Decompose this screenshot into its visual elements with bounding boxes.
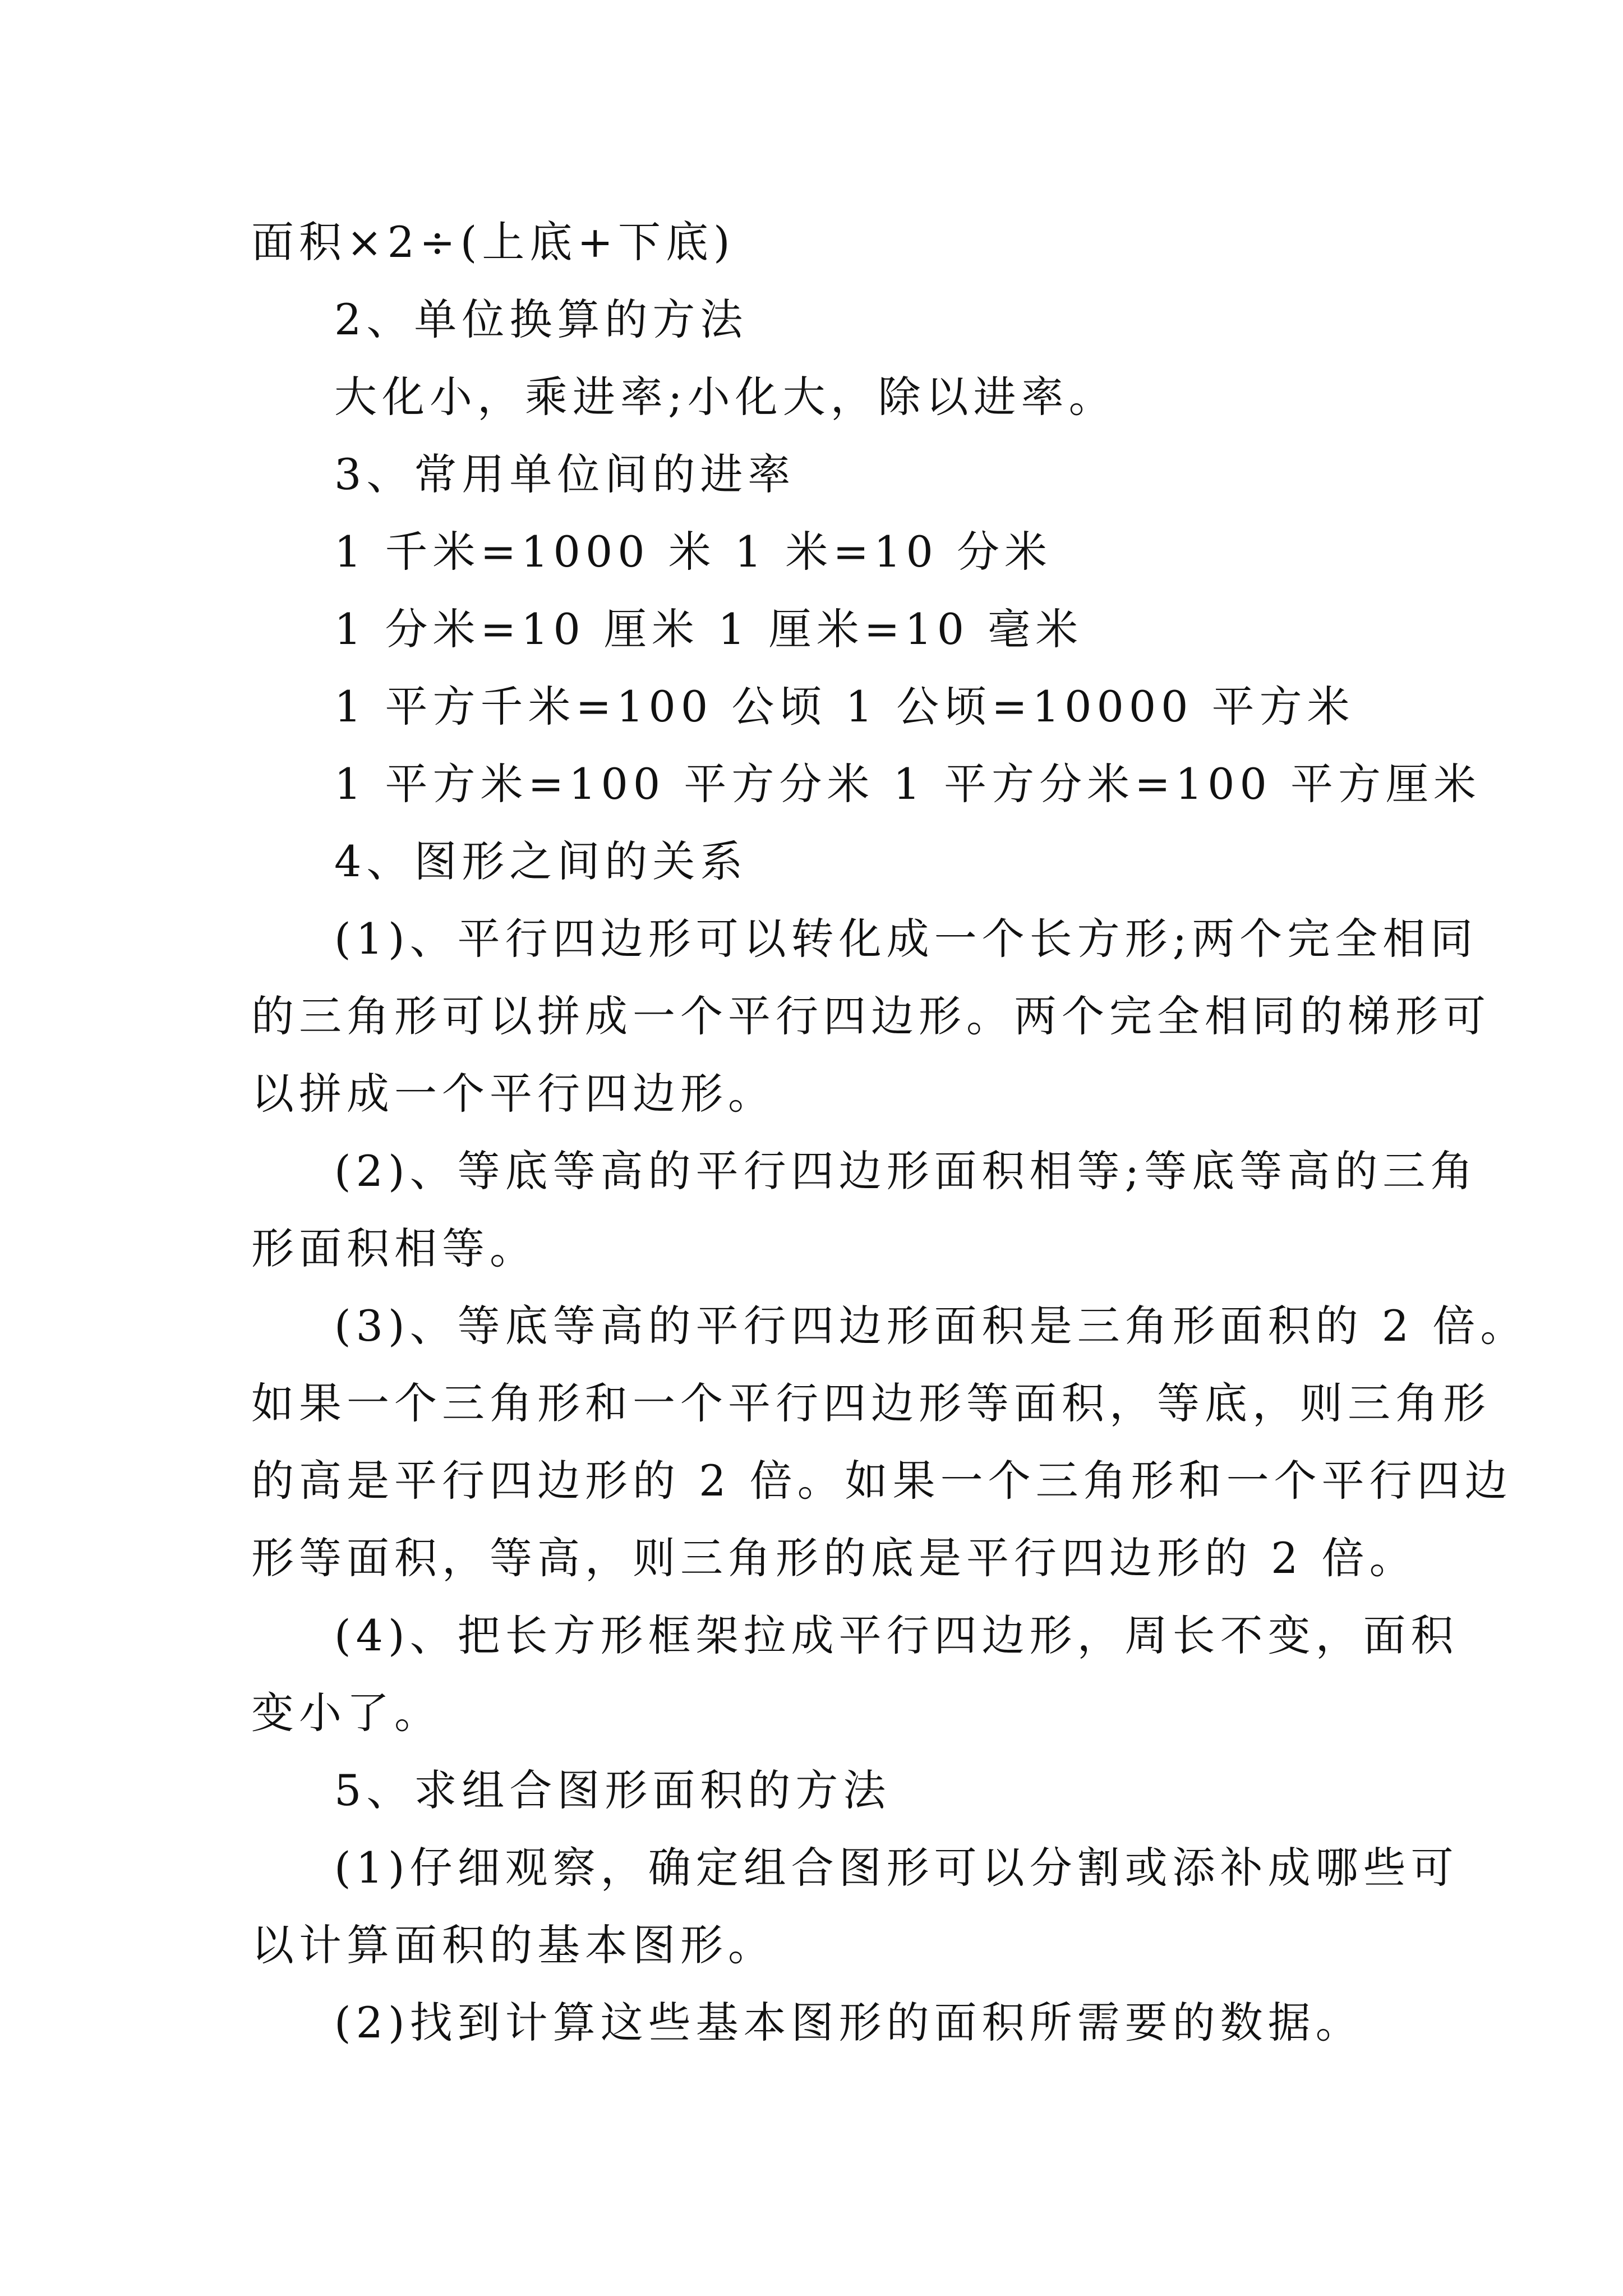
text-line: 变小了。 [251,1688,442,1738]
text-line: (2)、等底等高的平行四边形面积相等;等底等高的三角 [334,1146,1478,1196]
text-line: (1)、平行四边形可以转化成一个长方形;两个完全相同 [334,914,1478,964]
text-line: 的高是平行四边形的 2 倍。如果一个三角形和一个平行四边 [251,1456,1513,1506]
section-heading: 4、图形之间的关系 [334,836,748,886]
text-line: 1 千米=1000 米 1 米=10 分米 [334,527,1052,577]
text-line: (4)、把长方形框架拉成平行四边形，周长不变，面积 [334,1611,1459,1660]
text-line: 形面积相等。 [251,1223,537,1273]
text-line: 的三角形可以拼成一个平行四边形。两个完全相同的梯形可 [251,991,1491,1041]
text-line: (2)找到计算这些基本图形的面积所需要的数据。 [334,1998,1363,2047]
text-line: 大化小，乘进率;小化大，除以进率。 [334,372,1117,422]
text-line: 以拼成一个平行四边形。 [251,1069,776,1119]
text-line: 形等面积，等高，则三角形的底是平行四边形的 2 倍。 [251,1533,1417,1583]
text-line: 面积×2÷(上底+下底) [251,217,735,267]
text-line: (1)仔细观察，确定组合图形可以分割或添补成哪些可 [334,1843,1459,1893]
text-line: 1 平方千米=100 公顷 1 公顷=10000 平方米 [334,682,1355,731]
text-line: 1 分米=10 厘米 1 厘米=10 毫米 [334,604,1083,654]
text-line: 1 平方米=100 平方分米 1 平方分米=100 平方厘米 [334,759,1481,809]
text-line: 以计算面积的基本图形。 [251,1920,776,1970]
text-line: (3)、等底等高的平行四边形面积是三角形面积的 2 倍。 [334,1301,1528,1351]
text-line: 如果一个三角形和一个平行四边形等面积，等底，则三角形 [251,1378,1491,1428]
section-heading: 5、求组合图形面积的方法 [334,1765,891,1815]
section-heading: 2、单位换算的方法 [334,295,748,344]
section-heading: 3、常用单位间的进率 [334,449,796,499]
